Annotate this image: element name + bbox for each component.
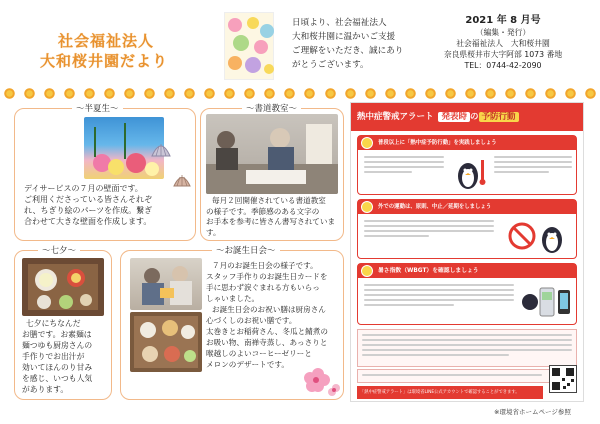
heat-alert-header [351,103,583,131]
tanabata-text-line: 効いてほんのり甘み [22,363,93,372]
alert-reference-text [362,374,542,379]
org-address: 奈良県桜井市大字阿部 1073 番地 [443,50,563,59]
sunflower-icon [144,88,155,99]
tanabata-text-line: を感じ、いつも人気 [22,374,93,383]
newsletter-title-line1: 社会福祉法人 [58,32,155,50]
heat-alert-poster [350,102,584,402]
sunflower-icon [325,88,336,99]
heat-alert-title-badge: 発表時 [438,112,470,122]
alert-section-outdoor-title: 外での運動は、原則、中止／延期をしましょう [378,204,492,210]
birthday-title: ～お誕生日会～ [212,244,280,256]
hibiscus-flower-icon [296,366,342,400]
greeting-text [292,16,432,72]
tanabata-text-line: があります。 [22,385,69,394]
hangesho-text-line: 合わせて大きな壁面を作成します。 [24,217,152,226]
hangesho-text-line: デイサービスの７月の壁面です。 [24,184,143,193]
birthday-text-line: 喉越しのよいコーヒーゼリーと [206,349,312,358]
heat-alert-title-action: 予防行動 [479,112,519,122]
tanabata-title: ～七夕～ [38,244,80,256]
alert-section-outdoor-text [364,220,494,240]
sunflower-icon [204,88,215,99]
sunflower-icon [525,88,536,99]
issue-date: 2021 年 8 月号 [465,15,541,26]
sunflower-icon [164,88,175,99]
birthday-text-line: しゃいました。 [206,294,260,303]
editor-label: （編集・発行） [475,28,531,37]
shodo-text [206,196,342,238]
alert-section-wbgt-text [364,284,514,309]
sunflower-border [4,88,596,99]
sunflower-icon [124,88,135,99]
sunflower-icon [104,88,115,99]
sunflower-icon [505,88,516,99]
sunflower-icon [4,88,15,99]
shodo-text-line: 毎月２回開催されている書道教室 [212,196,326,205]
alert-number-badge [361,201,373,213]
sunflower-icon [425,88,436,99]
birthday-text-line: 太巻きとお稲荷さん、冬瓜と鯖煮の [206,327,328,336]
penguin-stop-icon [508,216,568,256]
sunflower-icon [224,88,235,99]
alert-section-prevention-text [494,156,572,176]
birthday-text-line: 手に思わず涙ぐまれる方もいらっ [206,283,320,292]
birthday-text [206,260,342,370]
alert-section-outdoor-header [358,200,576,214]
tanabata-text-line: 七夕にちなんだ [26,319,81,328]
tanabata-text-line: お膳です。お素麺は [22,330,92,339]
hangesho-text-line: れ、ちぎり絵のパーツを作成。繋ぎ [24,206,153,215]
sunflower-icon [365,88,376,99]
sunflower-icon [385,88,396,99]
sunflower-icon [545,88,556,99]
greeting-line: ご理解をいただき、誠にあり [292,46,404,56]
sunflower-icon [304,88,315,99]
newsletter-title-line2: 大和桜井園だより [40,52,169,70]
alert-section-prevention [357,135,577,195]
birthday-text-line: スタッフ手作りのお誕生日カードを [206,272,328,281]
shodo-class-photo [206,114,338,194]
heat-alert-title: 熱中症警戒アラート [357,112,434,122]
sunflower-icon [64,88,75,99]
hangesho-text [24,183,194,227]
shodo-text-line: の様子です。季節感のある文字の [206,206,320,216]
shodo-text-line: お手本を参考に皆さん書写されています。 [206,217,336,237]
alert-reference-box [357,329,577,367]
birthday-meal-photo [130,312,202,372]
tanabata-meal-photo [22,258,104,316]
wbgt-meter-icon [518,282,572,322]
sunflower-icon [264,88,275,99]
hangesho-title: ～半夏生～ [72,102,123,114]
alert-section-prevention-header [358,136,576,150]
sunflower-icon [485,88,496,99]
alert-number-badge [361,137,373,149]
alert-number-badge [361,265,373,277]
alert-footer-bar [357,386,543,399]
sunflower-icon [84,88,95,99]
sunflower-icon [445,88,456,99]
seashell-icon [150,140,172,158]
birthday-text-line: 心づくしのお祝い膳です。 [206,316,297,325]
tanabata-text-line: 手作りでお出汁が [22,352,85,361]
alert-section-outdoor [357,199,577,259]
sunflower-icon [465,88,476,99]
sunflower-icon [345,88,356,99]
penguin-thermometer-icon [450,154,490,192]
sunflower-icon [284,88,295,99]
sunflower-icon [184,88,195,99]
birthday-text-line: お吸い物、南禅寺蒸し、あっさりと [206,338,328,347]
birthday-text-line: メロンのデザートです。 [206,360,289,369]
org-name: 社会福祉法人 大和桜井園 [456,39,550,48]
header-decorative-image [224,12,274,80]
alert-footer-text: 「熱中症警戒アラート」は環境省LINE公式アカウントで確認することができます。 [360,390,520,395]
alert-source-note: ※環境省ホームページ参照 [494,408,571,416]
alert-section-wbgt-title: 暑さ指数（WBGT）を確認しましょう [378,268,479,274]
sunflower-icon [244,88,255,99]
bokeh-circles-icon [225,13,275,81]
greeting-line: がとうございます。 [292,60,369,70]
tanabata-text-line: 麺つゆも厨房さんの [22,341,93,350]
sunflower-icon [405,88,416,99]
tanabata-text [22,318,110,395]
sunflower-icon [24,88,35,99]
hangesho-text-line: ご利用くださっている皆さんそれぞ [24,195,152,204]
org-tel: TEL：0744-42-2090 [464,61,542,70]
birthday-text-line: お誕生日会のお祝い膳は厨房さん [212,305,326,314]
sunflower-icon [44,88,55,99]
greeting-line: 大和桜井園に温かいご支援 [292,32,396,42]
alert-reference-box [357,369,577,383]
alert-section-prevention-title: 普段以上に「熱中症予防行動」を実践しましょう [378,140,497,146]
sunflower-icon [585,88,596,99]
birthday-text-line: ７月のお誕生日会の様子です。 [212,261,318,270]
alert-section-wbgt-header [358,264,576,278]
greeting-line: 日頃より、社会福祉法人 [292,18,387,28]
alert-reference-text [362,334,572,359]
line-qr-code-icon [549,365,577,393]
publisher-block [442,14,564,71]
birthday-party-photo [130,258,202,310]
sunflower-icon [565,88,576,99]
shodo-title: ～書道教室～ [242,102,301,114]
alert-section-prevention-text [364,156,444,176]
alert-section-wbgt [357,263,577,325]
heat-alert-title-particle: の [470,112,479,122]
